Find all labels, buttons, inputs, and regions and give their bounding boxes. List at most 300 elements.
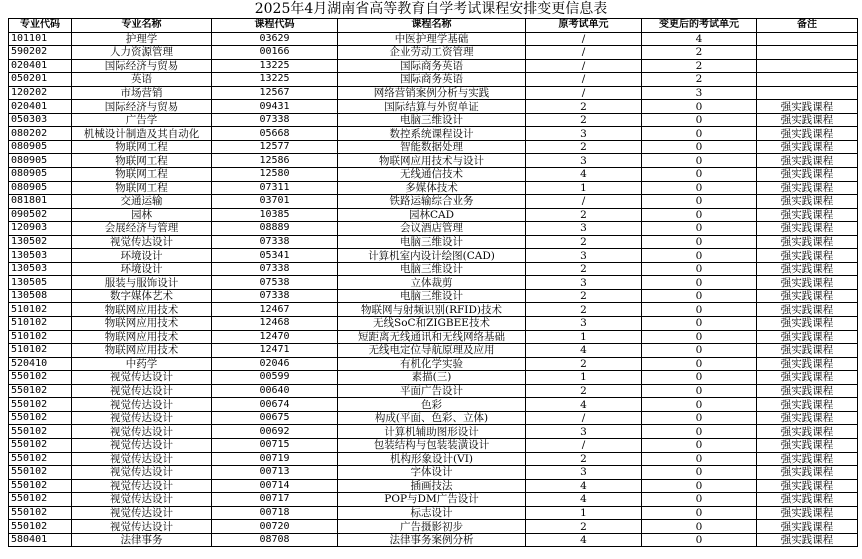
- course-code-cell: 00640: [212, 384, 338, 398]
- major-name-cell: 会展经济与管理: [72, 222, 212, 236]
- table-row: [9, 384, 858, 398]
- major-code-cell: 120903: [9, 222, 72, 236]
- major-name-cell: 视觉传达设计: [72, 398, 212, 412]
- course-name-cell: 智能数据处理: [338, 140, 526, 154]
- changed-unit-cell: 0: [642, 303, 757, 317]
- course-name-cell: 构成(平面、色彩、立体): [338, 411, 526, 425]
- course-name-cell: 计算机辅助图形设计: [338, 425, 526, 439]
- major-name-cell: 交通运输: [72, 195, 212, 209]
- major-name-cell: 视觉传达设计: [72, 384, 212, 398]
- original-unit-cell: 2: [526, 452, 642, 466]
- table-row: [9, 181, 858, 195]
- table-row: [9, 222, 858, 236]
- course-name-cell: 物联网应用技术与设计: [338, 154, 526, 168]
- major-name-cell: 环境设计: [72, 249, 212, 263]
- major-code-cell: 120202: [9, 86, 72, 100]
- table-row: [9, 303, 858, 317]
- course-code-cell: 12567: [212, 86, 338, 100]
- original-unit-cell: 3: [526, 154, 642, 168]
- original-unit-cell: 2: [526, 357, 642, 371]
- original-unit-cell: 3: [526, 425, 642, 439]
- course-code-cell: 00717: [212, 493, 338, 507]
- table-row: [9, 168, 858, 182]
- remark-cell: 强实践课程: [757, 100, 858, 114]
- major-code-cell: 130503: [9, 249, 72, 263]
- remark-cell: 强实践课程: [757, 289, 858, 303]
- major-name-cell: 机械设计制造及其自动化: [72, 127, 212, 141]
- course-code-cell: 12471: [212, 344, 338, 358]
- original-unit-cell: 3: [526, 127, 642, 141]
- major-code-cell: 510102: [9, 317, 72, 331]
- original-unit-cell: 2: [526, 289, 642, 303]
- course-name-cell: 电脑三维设计: [338, 113, 526, 127]
- course-name-cell: 铁路运输综合业务: [338, 195, 526, 209]
- changed-unit-cell: 0: [642, 208, 757, 222]
- header-major-code: 专业代码: [9, 19, 72, 33]
- major-code-cell: 510102: [9, 344, 72, 358]
- table-row: [9, 398, 858, 412]
- major-name-cell: 视觉传达设计: [72, 425, 212, 439]
- table-row: [9, 466, 858, 480]
- course-name-cell: 物联网与射频识别(RFID)技术: [338, 303, 526, 317]
- major-code-cell: 550102: [9, 398, 72, 412]
- changed-unit-cell: 0: [642, 452, 757, 466]
- original-unit-cell: 2: [526, 208, 642, 222]
- original-unit-cell: /: [526, 195, 642, 209]
- major-name-cell: 视觉传达设计: [72, 371, 212, 385]
- remark-cell: 强实践课程: [757, 493, 858, 507]
- schedule-change-table: [8, 18, 858, 547]
- remark-cell: 强实践课程: [757, 140, 858, 154]
- major-name-cell: 服装与服饰设计: [72, 276, 212, 290]
- changed-unit-cell: 0: [642, 371, 757, 385]
- course-code-cell: 00599: [212, 371, 338, 385]
- major-name-cell: 视觉传达设计: [72, 520, 212, 534]
- major-code-cell: 550102: [9, 411, 72, 425]
- course-name-cell: 平面广告设计: [338, 384, 526, 398]
- changed-unit-cell: 2: [642, 46, 757, 60]
- course-code-cell: 05668: [212, 127, 338, 141]
- original-unit-cell: 3: [526, 317, 642, 331]
- course-name-cell: 插画技法: [338, 479, 526, 493]
- table-row: [9, 371, 858, 385]
- changed-unit-cell: 0: [642, 289, 757, 303]
- major-name-cell: 国际经济与贸易: [72, 59, 212, 73]
- major-code-cell: 080905: [9, 181, 72, 195]
- major-code-cell: 550102: [9, 520, 72, 534]
- major-code-cell: 550102: [9, 493, 72, 507]
- table-row: [9, 344, 858, 358]
- major-code-cell: 101101: [9, 32, 72, 46]
- remark-cell: [757, 32, 858, 46]
- table-row: [9, 276, 858, 290]
- remark-cell: [757, 59, 858, 73]
- remark-cell: 强实践课程: [757, 384, 858, 398]
- table-row: [9, 59, 858, 73]
- course-name-cell: POP与DM广告设计: [338, 493, 526, 507]
- major-code-cell: 510102: [9, 330, 72, 344]
- remark-cell: 强实践课程: [757, 222, 858, 236]
- major-name-cell: 物联网应用技术: [72, 344, 212, 358]
- changed-unit-cell: 0: [642, 398, 757, 412]
- table-row: [9, 249, 858, 263]
- course-code-cell: 00166: [212, 46, 338, 60]
- table-title: 2025年4月湖南省高等教育自学考试课程安排变更信息表: [254, 1, 608, 17]
- table-row: [9, 506, 858, 520]
- changed-unit-cell: 0: [642, 181, 757, 195]
- course-code-cell: 00719: [212, 452, 338, 466]
- changed-unit-cell: 0: [642, 235, 757, 249]
- course-code-cell: 07338: [212, 289, 338, 303]
- major-name-cell: 中药学: [72, 357, 212, 371]
- course-code-cell: 05341: [212, 249, 338, 263]
- remark-cell: 强实践课程: [757, 506, 858, 520]
- original-unit-cell: /: [526, 73, 642, 87]
- header-course-code: 课程代码: [212, 19, 338, 33]
- table-row: [9, 73, 858, 87]
- major-name-cell: 视觉传达设计: [72, 466, 212, 480]
- original-unit-cell: 1: [526, 371, 642, 385]
- major-name-cell: 广告学: [72, 113, 212, 127]
- changed-unit-cell: 0: [642, 493, 757, 507]
- major-code-cell: 510102: [9, 303, 72, 317]
- course-name-cell: 国际结算与外贸单证: [338, 100, 526, 114]
- table-row: [9, 520, 858, 534]
- course-code-cell: 12577: [212, 140, 338, 154]
- changed-unit-cell: 4: [642, 32, 757, 46]
- major-name-cell: 视觉传达设计: [72, 235, 212, 249]
- course-code-cell: 00692: [212, 425, 338, 439]
- changed-unit-cell: 0: [642, 411, 757, 425]
- changed-unit-cell: 0: [642, 425, 757, 439]
- header-remark: 备注: [757, 19, 858, 33]
- course-name-cell: 无线SoC和ZIGBEE技术: [338, 317, 526, 331]
- changed-unit-cell: 0: [642, 506, 757, 520]
- table-row: [9, 195, 858, 209]
- course-name-cell: 标志设计: [338, 506, 526, 520]
- changed-unit-cell: 0: [642, 344, 757, 358]
- course-name-cell: 广告摄影初步: [338, 520, 526, 534]
- course-name-cell: 色彩: [338, 398, 526, 412]
- table-row: [9, 86, 858, 100]
- major-name-cell: 视觉传达设计: [72, 493, 212, 507]
- major-name-cell: 视觉传达设计: [72, 479, 212, 493]
- table-row: [9, 493, 858, 507]
- course-code-cell: 07338: [212, 113, 338, 127]
- course-code-cell: 03629: [212, 32, 338, 46]
- table-row: [9, 32, 858, 46]
- major-name-cell: 物联网工程: [72, 181, 212, 195]
- table-row: [9, 140, 858, 154]
- course-code-cell: 07538: [212, 276, 338, 290]
- major-code-cell: 020401: [9, 59, 72, 73]
- remark-cell: 强实践课程: [757, 262, 858, 276]
- remark-cell: 强实践课程: [757, 303, 858, 317]
- major-name-cell: 物联网应用技术: [72, 303, 212, 317]
- course-name-cell: 会议酒店管理: [338, 222, 526, 236]
- major-code-cell: 550102: [9, 452, 72, 466]
- table-header-row: [9, 19, 858, 33]
- major-code-cell: 550102: [9, 506, 72, 520]
- changed-unit-cell: 3: [642, 86, 757, 100]
- remark-cell: 强实践课程: [757, 208, 858, 222]
- table-row: [9, 289, 858, 303]
- major-code-cell: 050201: [9, 73, 72, 87]
- remark-cell: 强实践课程: [757, 168, 858, 182]
- header-major-name: 专业名称: [72, 19, 212, 33]
- course-name-cell: 无线通信技术: [338, 168, 526, 182]
- table-row: [9, 479, 858, 493]
- major-code-cell: 080905: [9, 154, 72, 168]
- original-unit-cell: 3: [526, 276, 642, 290]
- original-unit-cell: 1: [526, 330, 642, 344]
- original-unit-cell: 4: [526, 493, 642, 507]
- original-unit-cell: 2: [526, 235, 642, 249]
- course-name-cell: 有机化学实验: [338, 357, 526, 371]
- course-name-cell: 电脑三维设计: [338, 235, 526, 249]
- major-name-cell: 视觉传达设计: [72, 438, 212, 452]
- original-unit-cell: 2: [526, 303, 642, 317]
- table-row: [9, 330, 858, 344]
- major-code-cell: 080905: [9, 140, 72, 154]
- changed-unit-cell: 0: [642, 466, 757, 480]
- major-name-cell: 环境设计: [72, 262, 212, 276]
- header-original-unit: 原考试单元: [526, 19, 642, 33]
- table-row: [9, 127, 858, 141]
- header-changed-unit: 变更后的考试单元: [642, 19, 757, 33]
- changed-unit-cell: 0: [642, 262, 757, 276]
- course-name-cell: 包装结构与包装装潢设计: [338, 438, 526, 452]
- major-name-cell: 护理学: [72, 32, 212, 46]
- remark-cell: 强实践课程: [757, 113, 858, 127]
- remark-cell: 强实践课程: [757, 425, 858, 439]
- course-code-cell: 08889: [212, 222, 338, 236]
- major-code-cell: 080905: [9, 168, 72, 182]
- table-row: [9, 438, 858, 452]
- course-code-cell: 12468: [212, 317, 338, 331]
- course-code-cell: 00674: [212, 398, 338, 412]
- original-unit-cell: 2: [526, 113, 642, 127]
- remark-cell: 强实践课程: [757, 438, 858, 452]
- course-name-cell: 电脑三维设计: [338, 262, 526, 276]
- changed-unit-cell: 0: [642, 168, 757, 182]
- major-code-cell: 550102: [9, 384, 72, 398]
- changed-unit-cell: 2: [642, 73, 757, 87]
- course-code-cell: 08708: [212, 533, 338, 547]
- table-row: [9, 452, 858, 466]
- changed-unit-cell: 0: [642, 533, 757, 547]
- original-unit-cell: /: [526, 59, 642, 73]
- major-code-cell: 550102: [9, 425, 72, 439]
- major-code-cell: 580401: [9, 533, 72, 547]
- table-row: [9, 154, 858, 168]
- course-code-cell: 12467: [212, 303, 338, 317]
- original-unit-cell: 2: [526, 384, 642, 398]
- course-name-cell: 机构形象设计(VI): [338, 452, 526, 466]
- major-code-cell: 550102: [9, 466, 72, 480]
- remark-cell: 强实践课程: [757, 154, 858, 168]
- major-code-cell: 550102: [9, 438, 72, 452]
- changed-unit-cell: 2: [642, 59, 757, 73]
- course-code-cell: 00718: [212, 506, 338, 520]
- course-code-cell: 00714: [212, 479, 338, 493]
- major-name-cell: 市场营销: [72, 86, 212, 100]
- remark-cell: 强实践课程: [757, 330, 858, 344]
- course-name-cell: 无线电定位导航原理及应用: [338, 344, 526, 358]
- course-name-cell: 素描(三): [338, 371, 526, 385]
- table-row: [9, 425, 858, 439]
- major-name-cell: 法律事务: [72, 533, 212, 547]
- table-body: [9, 32, 858, 547]
- original-unit-cell: /: [526, 46, 642, 60]
- original-unit-cell: 3: [526, 466, 642, 480]
- changed-unit-cell: 0: [642, 479, 757, 493]
- major-name-cell: 数字媒体艺术: [72, 289, 212, 303]
- original-unit-cell: 1: [526, 506, 642, 520]
- table-row: [9, 262, 858, 276]
- major-code-cell: 130508: [9, 289, 72, 303]
- changed-unit-cell: 0: [642, 317, 757, 331]
- original-unit-cell: 4: [526, 398, 642, 412]
- table-row: [9, 411, 858, 425]
- major-code-cell: 550102: [9, 371, 72, 385]
- course-name-cell: 网络营销案例分析与实践: [338, 86, 526, 100]
- major-code-cell: 550102: [9, 479, 72, 493]
- major-code-cell: 130505: [9, 276, 72, 290]
- original-unit-cell: 3: [526, 249, 642, 263]
- changed-unit-cell: 0: [642, 127, 757, 141]
- major-code-cell: 520410: [9, 357, 72, 371]
- major-name-cell: 人力资源管理: [72, 46, 212, 60]
- changed-unit-cell: 0: [642, 384, 757, 398]
- original-unit-cell: 4: [526, 479, 642, 493]
- course-name-cell: 国际商务英语: [338, 59, 526, 73]
- remark-cell: 强实践课程: [757, 371, 858, 385]
- course-code-cell: 12580: [212, 168, 338, 182]
- table-row: [9, 113, 858, 127]
- remark-cell: 强实践课程: [757, 533, 858, 547]
- course-code-cell: 10385: [212, 208, 338, 222]
- course-code-cell: 03701: [212, 195, 338, 209]
- course-name-cell: 字体设计: [338, 466, 526, 480]
- major-name-cell: 视觉传达设计: [72, 506, 212, 520]
- course-name-cell: 短距离无线通讯和无线网络基础: [338, 330, 526, 344]
- header-course-name: 课程名称: [338, 19, 526, 33]
- major-name-cell: 物联网应用技术: [72, 317, 212, 331]
- original-unit-cell: /: [526, 411, 642, 425]
- remark-cell: 强实践课程: [757, 317, 858, 331]
- original-unit-cell: /: [526, 438, 642, 452]
- table-row: [9, 533, 858, 547]
- changed-unit-cell: 0: [642, 154, 757, 168]
- course-name-cell: 园林CAD: [338, 208, 526, 222]
- major-code-cell: 080202: [9, 127, 72, 141]
- changed-unit-cell: 0: [642, 276, 757, 290]
- changed-unit-cell: 0: [642, 195, 757, 209]
- remark-cell: 强实践课程: [757, 466, 858, 480]
- course-code-cell: 07338: [212, 235, 338, 249]
- remark-cell: 强实践课程: [757, 357, 858, 371]
- remark-cell: 强实践课程: [757, 398, 858, 412]
- remark-cell: 强实践课程: [757, 452, 858, 466]
- course-name-cell: 数控系统课程设计: [338, 127, 526, 141]
- course-code-cell: 09431: [212, 100, 338, 114]
- table-row: [9, 235, 858, 249]
- course-code-cell: 02046: [212, 357, 338, 371]
- course-name-cell: 多媒体技术: [338, 181, 526, 195]
- changed-unit-cell: 0: [642, 357, 757, 371]
- changed-unit-cell: 0: [642, 438, 757, 452]
- changed-unit-cell: 0: [642, 100, 757, 114]
- remark-cell: 强实践课程: [757, 235, 858, 249]
- major-name-cell: 园林: [72, 208, 212, 222]
- course-code-cell: 00715: [212, 438, 338, 452]
- major-name-cell: 视觉传达设计: [72, 452, 212, 466]
- remark-cell: 强实践课程: [757, 195, 858, 209]
- remark-cell: 强实践课程: [757, 276, 858, 290]
- table-row: [9, 46, 858, 60]
- original-unit-cell: 2: [526, 140, 642, 154]
- original-unit-cell: 2: [526, 262, 642, 276]
- remark-cell: 强实践课程: [757, 181, 858, 195]
- changed-unit-cell: 0: [642, 113, 757, 127]
- original-unit-cell: 1: [526, 181, 642, 195]
- remark-cell: [757, 86, 858, 100]
- remark-cell: 强实践课程: [757, 520, 858, 534]
- major-name-cell: 视觉传达设计: [72, 411, 212, 425]
- major-name-cell: 英语: [72, 73, 212, 87]
- course-code-cell: 12586: [212, 154, 338, 168]
- remark-cell: 强实践课程: [757, 479, 858, 493]
- course-code-cell: 13225: [212, 59, 338, 73]
- original-unit-cell: 4: [526, 168, 642, 182]
- remark-cell: 强实践课程: [757, 249, 858, 263]
- major-code-cell: 130502: [9, 235, 72, 249]
- course-name-cell: 企业劳动工资管理: [338, 46, 526, 60]
- course-name-cell: 法律事务案例分析: [338, 533, 526, 547]
- course-code-cell: 07338: [212, 262, 338, 276]
- original-unit-cell: 3: [526, 222, 642, 236]
- major-code-cell: 090502: [9, 208, 72, 222]
- original-unit-cell: 4: [526, 344, 642, 358]
- major-code-cell: 590202: [9, 46, 72, 60]
- original-unit-cell: 2: [526, 520, 642, 534]
- original-unit-cell: /: [526, 86, 642, 100]
- course-name-cell: 计算机室内设计绘图(CAD): [338, 249, 526, 263]
- major-code-cell: 081801: [9, 195, 72, 209]
- changed-unit-cell: 0: [642, 520, 757, 534]
- remark-cell: 强实践课程: [757, 344, 858, 358]
- course-name-cell: 国际商务英语: [338, 73, 526, 87]
- remark-cell: [757, 73, 858, 87]
- course-code-cell: 00720: [212, 520, 338, 534]
- original-unit-cell: /: [526, 32, 642, 46]
- remark-cell: 强实践课程: [757, 411, 858, 425]
- remark-cell: [757, 46, 858, 60]
- table-row: [9, 100, 858, 114]
- major-name-cell: 国际经济与贸易: [72, 100, 212, 114]
- course-code-cell: 07311: [212, 181, 338, 195]
- major-code-cell: 050303: [9, 113, 72, 127]
- course-code-cell: 00675: [212, 411, 338, 425]
- major-name-cell: 物联网工程: [72, 140, 212, 154]
- table-row: [9, 208, 858, 222]
- changed-unit-cell: 0: [642, 330, 757, 344]
- original-unit-cell: 4: [526, 533, 642, 547]
- major-name-cell: 物联网工程: [72, 168, 212, 182]
- course-name-cell: 中医护理学基础: [338, 32, 526, 46]
- major-name-cell: 物联网工程: [72, 154, 212, 168]
